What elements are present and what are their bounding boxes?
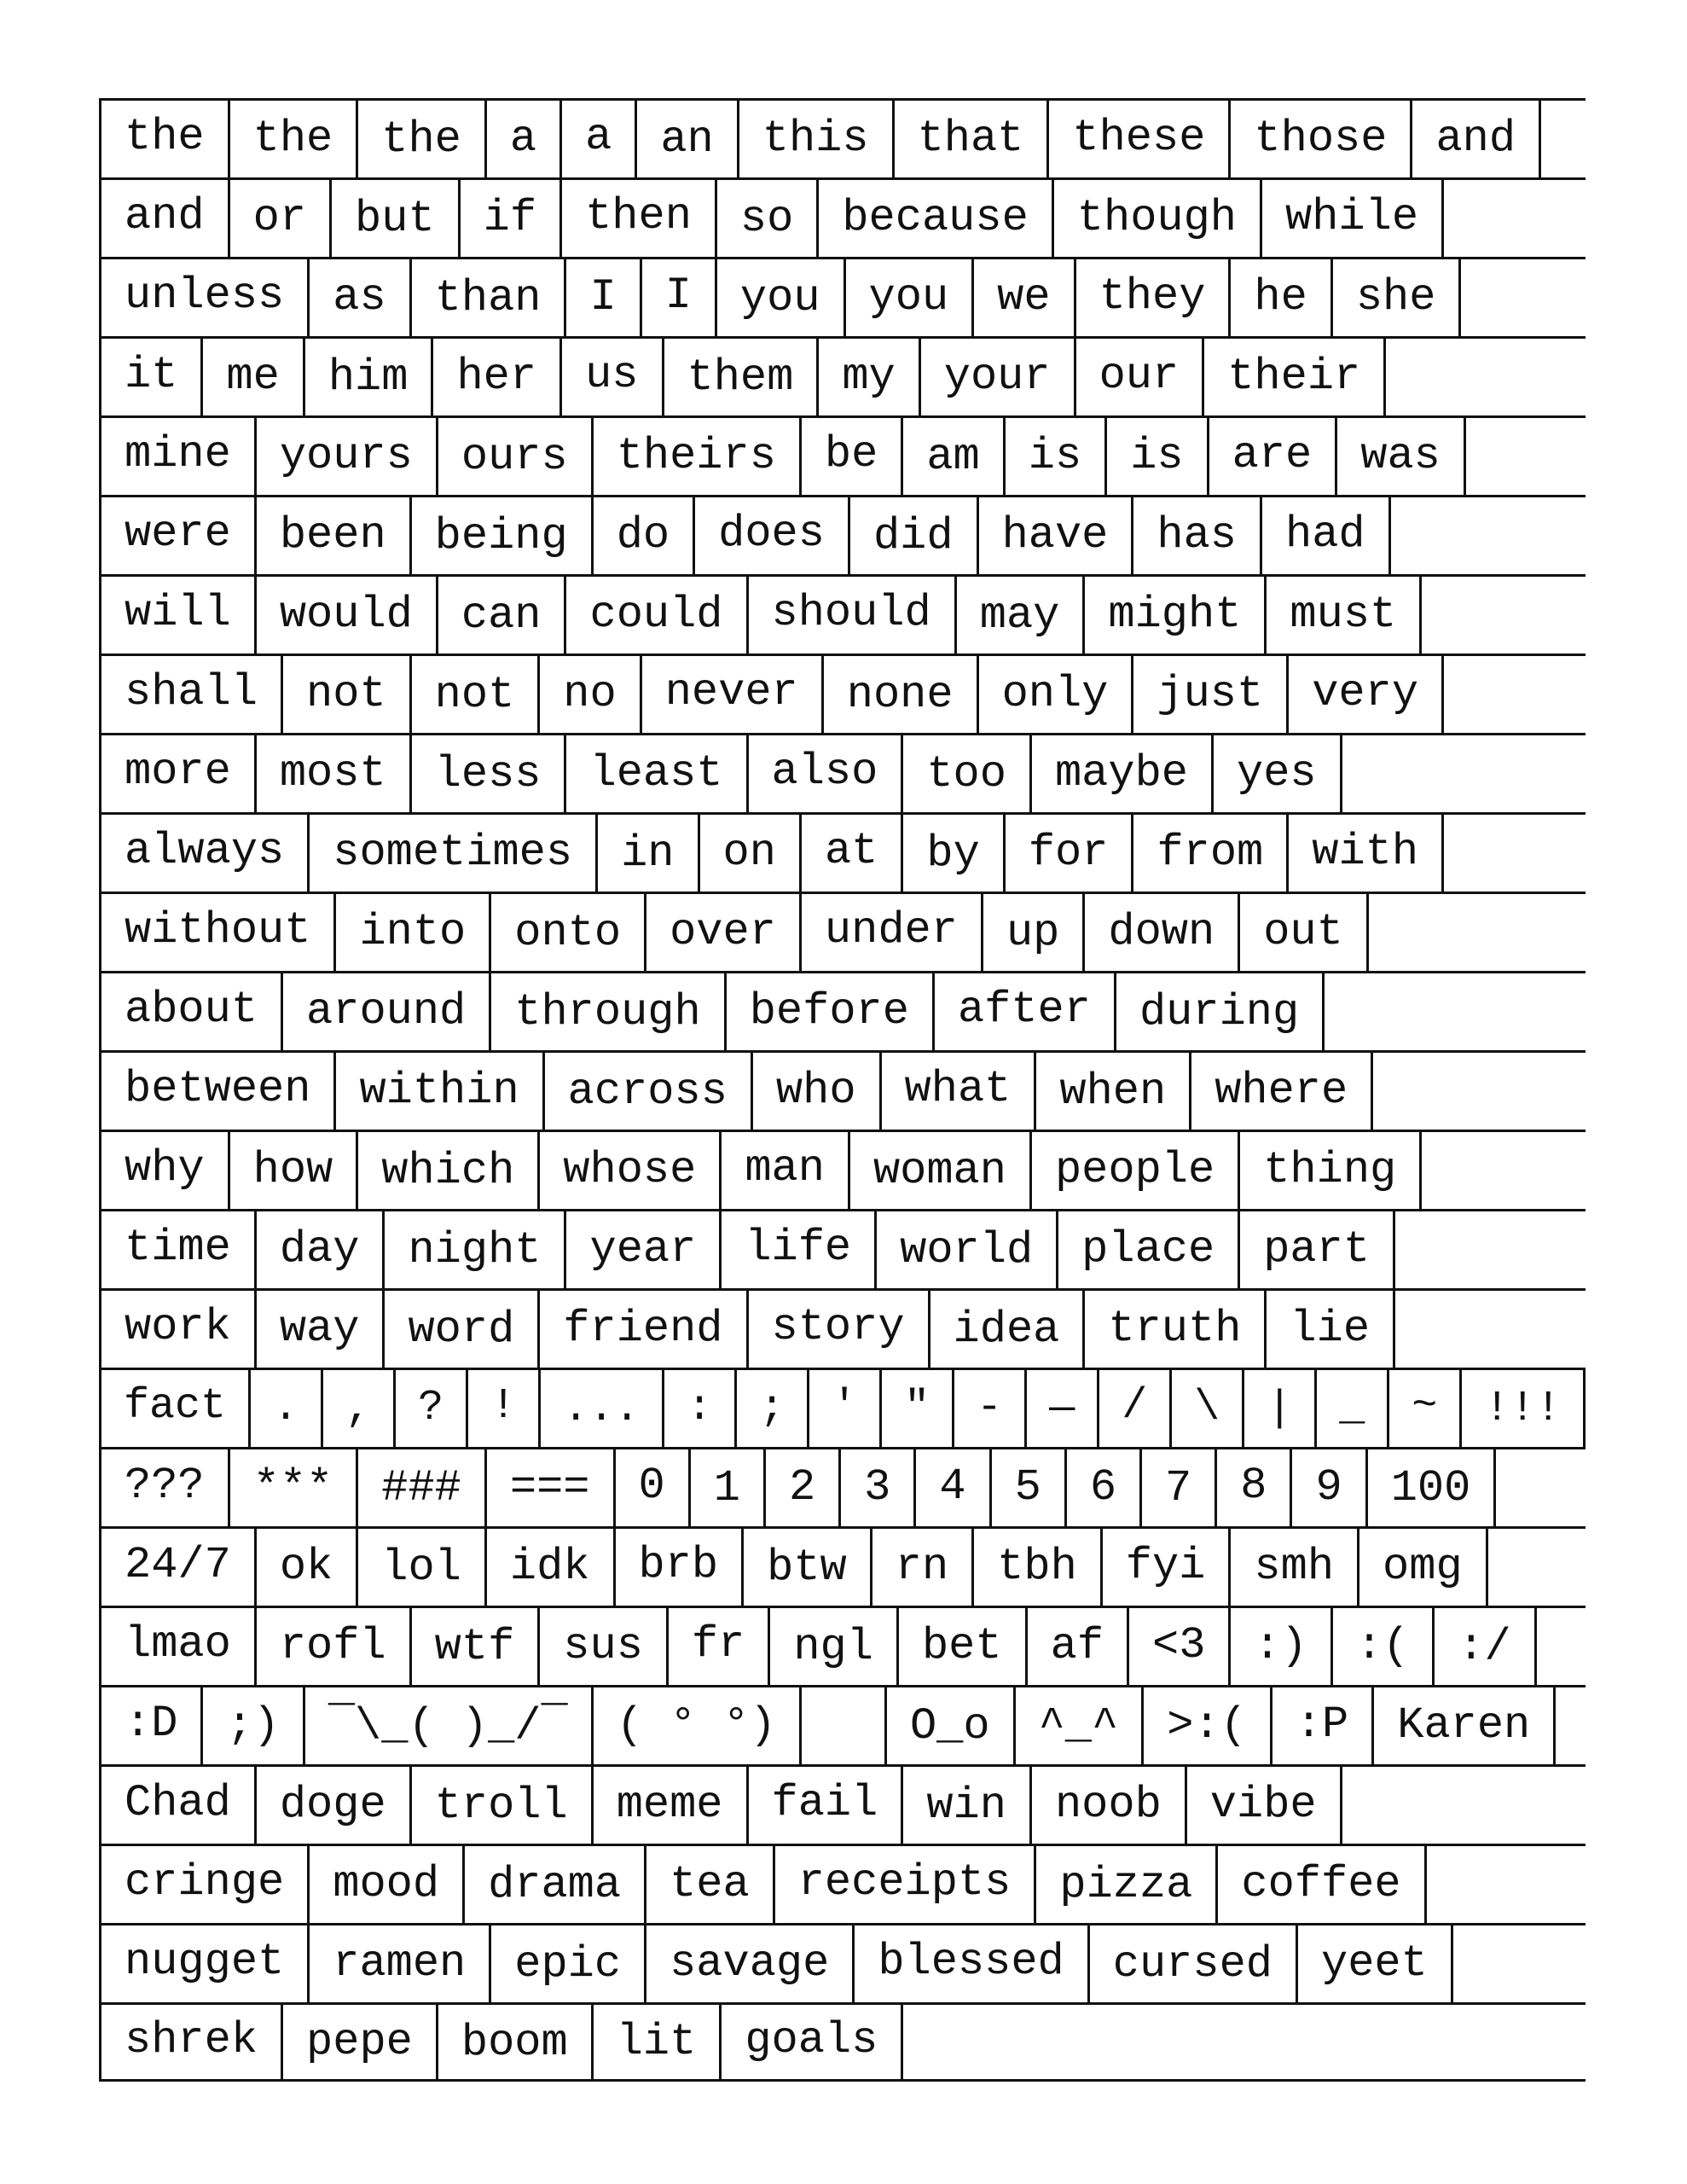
word-tile[interactable]: fyi [1103, 1529, 1232, 1606]
word-tile[interactable]: === [487, 1449, 616, 1526]
word-tile[interactable]: ( ° °) [594, 1687, 802, 1764]
word-tile[interactable]: through [491, 973, 726, 1050]
tile-row [101, 1685, 1586, 1764]
word-tile[interactable]: up [983, 894, 1085, 971]
tile-row [101, 1209, 1586, 1288]
tile-row [101, 892, 1586, 971]
word-tile[interactable]: what [882, 1053, 1037, 1130]
word-tile[interactable]: without [101, 894, 336, 971]
word-tile[interactable]: year [566, 1211, 722, 1288]
word-tile[interactable]: should [749, 577, 957, 653]
word-tile[interactable]: - [954, 1370, 1027, 1447]
word-tile[interactable]: ngl [770, 1608, 899, 1685]
word-tile[interactable]: being [412, 497, 594, 574]
word-tile[interactable]: nugget [101, 1926, 310, 2002]
word-tile[interactable]: mood [310, 1846, 465, 1923]
word-tile[interactable]: only [979, 656, 1134, 733]
word-tile[interactable]: the [358, 101, 487, 177]
word-tile[interactable]: idea [930, 1291, 1086, 1368]
word-tile[interactable]: night [385, 1211, 566, 1288]
tile-row [101, 1606, 1586, 1685]
word-tile[interactable]: tbh [974, 1529, 1103, 1606]
word-tile[interactable]: lmao [101, 1608, 257, 1685]
word-tile[interactable]: around [283, 973, 491, 1050]
word-tile[interactable]: into [336, 894, 491, 971]
word-tile[interactable]: on [700, 815, 802, 892]
word-tile[interactable]: our [1076, 339, 1205, 415]
word-tile[interactable]: sometimes [310, 815, 598, 892]
word-tile[interactable]: receipts [775, 1846, 1037, 1923]
word-tile[interactable]: :/ [1435, 1608, 1536, 1685]
word-tile[interactable]: they [1076, 259, 1232, 336]
word-tile[interactable]: lie [1267, 1291, 1395, 1368]
tile-row [101, 1050, 1586, 1130]
word-tile[interactable]: which [358, 1132, 540, 1209]
word-tile[interactable]: she [1333, 259, 1462, 336]
tile-row [101, 1447, 1586, 1526]
word-tile[interactable]: your [921, 339, 1076, 415]
word-tile[interactable]: with [1289, 815, 1444, 892]
word-tile[interactable]: ours [438, 418, 594, 495]
word-tile[interactable]: mine [101, 418, 257, 495]
word-tile[interactable]: ? [396, 1370, 468, 1447]
word-tile[interactable]: wtf [412, 1608, 541, 1685]
word-tile[interactable]: life [722, 1211, 877, 1288]
word-tile[interactable]: never [642, 656, 824, 733]
word-tile[interactable]: 4 [916, 1449, 991, 1526]
word-tile[interactable]: Chad [101, 1767, 257, 1844]
word-tile[interactable]: Karen [1374, 1687, 1556, 1764]
word-tile[interactable]: do [594, 497, 695, 574]
word-tile[interactable]: will [101, 577, 257, 653]
word-tile[interactable]: I [642, 259, 717, 336]
word-tile[interactable]: under [802, 894, 983, 971]
word-tile[interactable]: very [1289, 656, 1444, 733]
tile-row [101, 1923, 1586, 2002]
word-tile[interactable]: cursed [1090, 1926, 1298, 2002]
word-tile[interactable]: / [1099, 1370, 1172, 1447]
word-tile[interactable]: yours [257, 418, 438, 495]
tile-row [101, 1844, 1586, 1923]
word-tile[interactable]: 6 [1067, 1449, 1142, 1526]
word-tile[interactable]: between [101, 1053, 336, 1130]
word-tile[interactable]: ' [809, 1370, 882, 1447]
word-tile[interactable]: her [433, 339, 562, 415]
word-tile[interactable]: also [749, 735, 904, 812]
tile-row [101, 812, 1586, 892]
word-tile[interactable]: meme [594, 1767, 749, 1844]
word-tile[interactable]: <3 [1129, 1608, 1231, 1685]
tile-row [101, 1526, 1586, 1606]
word-tile[interactable]: ;) [203, 1687, 304, 1764]
word-tile[interactable]: about [101, 973, 283, 1050]
word-tile[interactable]: 9 [1292, 1449, 1367, 1526]
word-tile[interactable]: would [257, 577, 438, 653]
word-tile[interactable]: fact [101, 1370, 251, 1447]
word-tile[interactable] [802, 1687, 887, 1764]
word-tile[interactable]: ~ [1389, 1370, 1462, 1447]
word-tile[interactable]: after [935, 973, 1116, 1050]
word-tile[interactable]: coffee [1218, 1846, 1426, 1923]
word-tile[interactable]: were [101, 497, 257, 574]
word-tile[interactable]: rn [872, 1529, 974, 1606]
word-tile[interactable]: | [1244, 1370, 1317, 1447]
word-tile[interactable]: theirs [594, 418, 802, 495]
word-tile[interactable]: — [1027, 1370, 1099, 1447]
word-tile[interactable]: fr [669, 1608, 770, 1685]
word-tile[interactable]: . [251, 1370, 323, 1447]
word-tile[interactable]: rofl [257, 1608, 412, 1685]
word-tile[interactable]: shall [101, 656, 283, 733]
word-tile[interactable]: always [101, 815, 310, 892]
word-tile[interactable]: *** [230, 1449, 359, 1526]
tile-row [101, 653, 1586, 733]
word-tile[interactable]: from [1133, 815, 1289, 892]
word-tile[interactable]: sus [540, 1608, 669, 1685]
word-tile[interactable]: me [203, 339, 304, 415]
word-tile[interactable]: then [562, 180, 717, 257]
word-tile[interactable]: O_o [887, 1687, 1016, 1764]
word-tile[interactable]: btw [744, 1529, 872, 1606]
word-tile[interactable]: this [739, 101, 895, 177]
word-tile[interactable]: more [101, 735, 257, 812]
word-tile[interactable]: 0 [616, 1449, 691, 1526]
word-tile[interactable]: pizza [1036, 1846, 1218, 1923]
word-tile[interactable]: you [846, 259, 975, 336]
word-tile[interactable]: thing [1240, 1132, 1422, 1209]
word-tile[interactable]: out [1240, 894, 1369, 971]
word-tile[interactable]: woman [850, 1132, 1032, 1209]
word-tile[interactable]: at [802, 815, 903, 892]
word-tile[interactable]: brb [616, 1529, 745, 1606]
word-tile[interactable]: 24/7 [101, 1529, 257, 1606]
word-tile[interactable]: 100 [1368, 1449, 1497, 1526]
word-tile[interactable]: be [802, 418, 903, 495]
word-tile[interactable]: am [903, 418, 1005, 495]
word-tile[interactable]: not [412, 656, 541, 733]
word-tile[interactable]: how [230, 1132, 359, 1209]
word-tile[interactable]: are [1209, 418, 1338, 495]
word-tile[interactable]: in [598, 815, 699, 892]
word-tile[interactable]: : [664, 1370, 737, 1447]
word-tile[interactable]: as [310, 259, 411, 336]
word-tile[interactable]: you [717, 259, 846, 336]
word-tile[interactable]: unless [101, 259, 310, 336]
word-tile[interactable]: af [1028, 1608, 1129, 1685]
word-tile[interactable]: " [882, 1370, 954, 1447]
word-tile[interactable]: just [1133, 656, 1289, 733]
word-tile[interactable]: epic [491, 1926, 646, 2002]
word-tile[interactable]: and [1412, 101, 1541, 177]
tile-row [101, 733, 1586, 812]
word-tile[interactable]: not [283, 656, 412, 733]
word-tile[interactable]: though [1054, 180, 1262, 257]
word-tile[interactable]: might [1085, 577, 1267, 653]
word-tile[interactable]: tea [646, 1846, 775, 1923]
word-tile[interactable]: man [722, 1132, 850, 1209]
word-tile[interactable]: ??? [101, 1449, 230, 1526]
word-tile[interactable]: a [487, 101, 562, 177]
word-tile[interactable]: 2 [766, 1449, 841, 1526]
word-tile[interactable]: win [903, 1767, 1032, 1844]
word-tile[interactable]: when [1036, 1053, 1191, 1130]
word-tile[interactable]: truth [1085, 1291, 1267, 1368]
word-tile[interactable]: my [819, 339, 920, 415]
word-tile[interactable]: we [974, 259, 1075, 336]
word-tile[interactable]: that [895, 101, 1050, 177]
word-tile[interactable]: before [727, 973, 935, 1050]
word-tile[interactable]: must [1267, 577, 1422, 653]
word-tile[interactable]: , [323, 1370, 396, 1447]
word-tile[interactable]: world [877, 1211, 1058, 1288]
word-tile[interactable]: their [1204, 339, 1386, 415]
word-tile[interactable]: I [566, 259, 641, 336]
word-tile[interactable]: he [1231, 259, 1332, 336]
word-tile[interactable]: is [1006, 418, 1107, 495]
word-tile[interactable]: less [412, 735, 567, 812]
tile-row [101, 495, 1586, 574]
word-tile[interactable]: drama [465, 1846, 646, 1923]
word-tile[interactable]: part [1240, 1211, 1395, 1288]
word-tile[interactable]: savage [646, 1926, 855, 2002]
word-tile[interactable]: within [336, 1053, 544, 1130]
word-tile[interactable]: cringe [101, 1846, 310, 1923]
word-tile[interactable]: by [903, 815, 1005, 892]
tile-row [101, 1130, 1586, 1209]
word-tile[interactable]: does [695, 497, 850, 574]
word-tile[interactable]: may [957, 577, 1086, 653]
word-tile[interactable]: people [1032, 1132, 1240, 1209]
word-tile[interactable]: least [566, 735, 748, 812]
word-tile[interactable]: omg [1359, 1529, 1488, 1606]
word-tile[interactable]: can [438, 577, 567, 653]
tile-row [101, 2002, 1586, 2082]
word-tile-sheet [99, 98, 1586, 2082]
word-tile[interactable]: none [824, 656, 979, 733]
word-tile[interactable]: the [101, 101, 230, 177]
word-tile[interactable]: yes [1214, 735, 1342, 812]
word-tile[interactable]: too [903, 735, 1032, 812]
word-tile[interactable]: :( [1333, 1608, 1435, 1685]
word-tile[interactable]: down [1085, 894, 1240, 971]
word-tile[interactable]: while [1262, 180, 1444, 257]
word-tile[interactable]: him [305, 339, 434, 415]
word-tile[interactable]: noob [1032, 1767, 1187, 1844]
word-tile[interactable]: the [230, 101, 359, 177]
word-tile[interactable]: blessed [855, 1926, 1089, 2002]
word-tile[interactable]: a [562, 101, 637, 177]
word-tile[interactable]: 8 [1217, 1449, 1292, 1526]
word-tile[interactable]: time [101, 1211, 257, 1288]
word-tile[interactable]: had [1262, 497, 1391, 574]
word-tile[interactable]: those [1231, 101, 1412, 177]
tile-row [101, 574, 1586, 653]
word-tile[interactable]: ! [468, 1370, 541, 1447]
word-tile[interactable]: lit [594, 2005, 722, 2079]
word-tile[interactable]: shrek [101, 2005, 283, 2079]
word-tile[interactable]: ramen [310, 1926, 491, 2002]
word-tile[interactable]: and [101, 180, 230, 257]
word-tile[interactable]: was [1337, 418, 1466, 495]
word-tile[interactable]: an [637, 101, 739, 177]
word-tile[interactable]: than [412, 259, 567, 336]
word-tile[interactable]: because [819, 180, 1053, 257]
word-tile[interactable]: who [753, 1053, 882, 1130]
word-tile[interactable]: idk [487, 1529, 616, 1606]
tile-row [101, 971, 1586, 1050]
word-tile[interactable]: !!! [1462, 1370, 1586, 1447]
tile-row [101, 98, 1586, 177]
word-tile[interactable]: _ [1317, 1370, 1389, 1447]
word-tile[interactable]: us [562, 339, 664, 415]
word-tile[interactable]: 3 [841, 1449, 916, 1526]
word-tile[interactable]: :D [101, 1687, 203, 1764]
tile-row [101, 1288, 1586, 1368]
word-tile[interactable]: whose [540, 1132, 722, 1209]
word-tile[interactable]: fail [749, 1767, 904, 1844]
word-tile[interactable]: ^_^ [1016, 1687, 1145, 1764]
word-tile[interactable]: pepe [283, 2005, 438, 2079]
word-tile[interactable]: is [1107, 418, 1209, 495]
word-tile[interactable]: but [332, 180, 461, 257]
word-tile[interactable]: work [101, 1291, 257, 1368]
word-tile[interactable]: troll [412, 1767, 594, 1844]
word-tile[interactable]: way [257, 1291, 386, 1368]
word-tile[interactable]: 1 [691, 1449, 766, 1526]
word-tile[interactable]: lol [358, 1529, 487, 1606]
word-tile[interactable]: across [545, 1053, 753, 1130]
word-tile[interactable]: ; [737, 1370, 809, 1447]
word-tile[interactable]: did [850, 497, 979, 574]
word-tile[interactable]: or [230, 180, 332, 257]
word-tile[interactable]: :) [1231, 1608, 1332, 1685]
tile-row [101, 257, 1586, 336]
word-tile[interactable]: friend [540, 1291, 748, 1368]
word-tile[interactable]: ¯\_( )_/¯ [305, 1687, 594, 1764]
word-tile[interactable]: vibe [1187, 1767, 1342, 1844]
word-tile[interactable]: for [1006, 815, 1134, 892]
tile-row [101, 415, 1586, 495]
word-tile[interactable]: goals [722, 2005, 903, 2079]
word-tile[interactable]: place [1058, 1211, 1240, 1288]
word-tile[interactable]: it [101, 339, 203, 415]
word-tile[interactable]: :P [1272, 1687, 1374, 1764]
word-tile[interactable]: so [717, 180, 819, 257]
tile-row [101, 336, 1586, 415]
word-tile[interactable]: smh [1231, 1529, 1359, 1606]
tile-row [101, 1368, 1586, 1447]
tile-row [101, 1764, 1586, 1844]
word-tile[interactable]: ### [358, 1449, 487, 1526]
word-tile[interactable]: 5 [992, 1449, 1067, 1526]
word-tile[interactable]: >:( [1144, 1687, 1272, 1764]
word-tile[interactable]: word [385, 1291, 540, 1368]
word-tile[interactable]: ... [541, 1370, 664, 1447]
word-tile[interactable]: why [101, 1132, 230, 1209]
word-tile[interactable]: these [1049, 101, 1231, 177]
word-tile[interactable]: ok [257, 1529, 358, 1606]
word-tile[interactable]: over [646, 894, 802, 971]
word-tile[interactable]: has [1133, 497, 1262, 574]
word-tile[interactable]: 7 [1142, 1449, 1217, 1526]
word-tile[interactable]: most [257, 735, 412, 812]
tile-row [101, 177, 1586, 257]
word-tile[interactable]: been [257, 497, 412, 574]
word-tile[interactable]: where [1191, 1053, 1373, 1130]
word-tile[interactable]: day [257, 1211, 386, 1288]
word-tile[interactable]: them [664, 339, 820, 415]
word-tile[interactable]: have [979, 497, 1134, 574]
word-tile[interactable]: could [566, 577, 748, 653]
word-tile[interactable]: no [540, 656, 641, 733]
word-tile[interactable]: doge [257, 1767, 412, 1844]
word-tile[interactable]: yeet [1298, 1926, 1453, 2002]
word-tile[interactable]: \ [1172, 1370, 1244, 1447]
word-tile[interactable]: bet [899, 1608, 1028, 1685]
word-tile[interactable]: maybe [1032, 735, 1214, 812]
word-tile[interactable]: onto [491, 894, 646, 971]
word-tile[interactable]: if [461, 180, 562, 257]
word-tile[interactable]: boom [438, 2005, 594, 2079]
word-tile[interactable]: story [749, 1291, 930, 1368]
word-tile[interactable]: during [1116, 973, 1325, 1050]
